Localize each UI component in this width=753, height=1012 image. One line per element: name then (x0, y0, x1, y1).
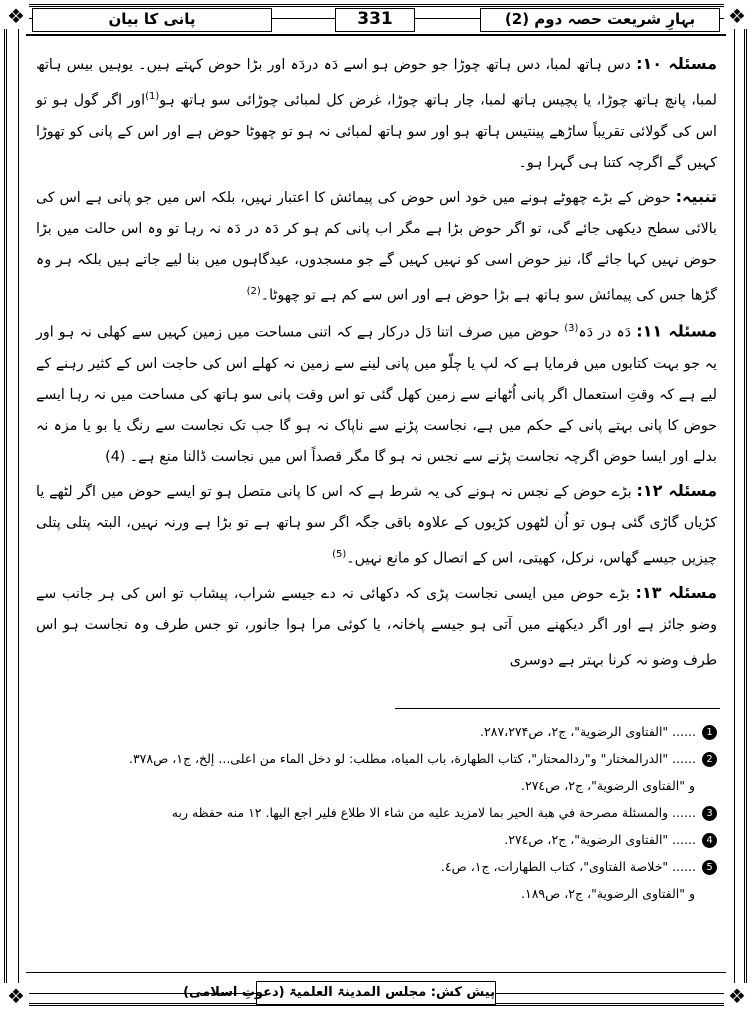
book-title: بہارِ شریعت حصہ دوم (2) (480, 8, 720, 32)
footnote (36, 853, 717, 880)
paragraph-text: اور اگر گول ہو تو اس کی گولائی تقریباً ساڑھے پینتیس ہاتھ ہو اور سو ہاتھ لمبائی نہ ہو تو چھوٹا حوض ہے اور اس کے پانی کو تھوڑا کہیں گے اگرچہ کتنا ہی گہرا ہو۔ (36, 92, 717, 171)
footnote-ref: (2) (246, 285, 261, 297)
paragraph-text: حوض کے بڑے چھوٹے ہونے میں خود اس حوض کی پیمائش کا اعتبار نہیں، بلکہ اس میں جو پانی ہے اس کی بالائی سطح دیکھی جائے گی، تو اگر حوض بڑا ہے مگر اب پانی کم ہو کر دَہ در دَہ نہ رہا تو وہ اس حالت میں بڑا حوض نہیں کہا جائے گا، نیز حوض اسی کو نہیں کہیں گے جو مسجدوں، عیدگاہوں میں بنا لیے جاتے ہیں بلکہ ہر وہ گڑھا جس کی پیمائش سو ہاتھ ہے بڑا حوض ہے اور اس سے کم ہے تو چھوٹا۔ (36, 189, 717, 304)
masala-label: مسئلہ ۱۳: (635, 582, 717, 602)
paragraph-text: حوض میں صرف اتنا دَل درکار ہے کہ اتنی مساحت میں زمین کہیں سے کھلی نہ ہو اور یہ جو بہت کتابوں میں فرمایا ہے کہ لپ یا چلّو میں پانی لینے سے زمین نہ کھلے اس کی حاجت اس کے کثیر رہنے کے لیے ہے کہ وقتِ استعمال اگر پانی اُٹھانے سے زمین کھل گئی تو اس وقت پانی سو ہاتھ کی مساحت میں نہ رہا ایسے حوض کا پانی بہتے پانی کے حکم میں ہے، نجاست پڑنے سے ناپاک نہ ہو گا جب تک نجاست سے رنگ یا بو یا مزہ نہ بدلے اور ایسا حوض اگرچہ نجاست پڑنے سے نجس نہ ہو گا مگر قصداً اس میں نجاست ڈالنا منع ہے۔ (4) (36, 325, 717, 466)
footnote-text: ...... "الدرالمختار" و"ردالمحتار"، كتاب الطهارة، باب المياه، مطلب: لو دخل الماء من اعلى... إلخ، ج۱، ص۳۷۸. (128, 751, 696, 766)
masala-label: تنبیہ: (675, 186, 718, 206)
corner-ornament-icon: ❖ (724, 983, 750, 1009)
masala-label: مسئلہ ۱۰: (636, 54, 718, 73)
corner-ornament-icon: ❖ (724, 3, 750, 29)
paragraph-text: بڑے حوض میں ایسی نجاست پڑی کہ دکھائی نہ دے جیسے شراب، پیشاب تو اس کی ہر جانب سے وضو جائز ہے اور اگر دیکھنے میں آتی ہو جیسے پاخانہ، یا کوئی مرا ہوا جانور، تو جس طرف وہ نجاست ہو اس طرف وضو نہ کرنا بہتر ہے دوسری (36, 585, 717, 669)
paragraph-text: بڑے حوض کے نجس نہ ہونے کی یہ شرط ہے کہ اس کا پانی متصل ہو تو ایسے حوض میں اگر لٹھے یا کڑیاں گاڑی گئی ہوں تو اُن لٹھوں کڑیوں کے علاوہ باقی جگہ اگر سو ہاتھ ہے تو بڑا ہے ورنہ نہیں، البتہ پتلی پتلی چیزیں جیسے گھاس، نرکل، کھیتی، اس کے اتصال کو مانع نہیں۔ (36, 484, 717, 567)
footnote (36, 799, 717, 826)
chapter-title: پانی کا بیان (32, 8, 272, 32)
footer-rule (26, 972, 726, 973)
footnote-text: ...... "الفتاوى الرضوية"، ج۲، ص۲۸۷،۲۷۴. (480, 724, 696, 739)
tanbih (36, 181, 717, 312)
page-number: 331 (335, 8, 415, 32)
footnote (36, 745, 717, 772)
footnote-continuation: و "الفتاوى الرضوية"، ج۲، ص۲۷٤. (521, 778, 695, 793)
masala-13 (36, 577, 717, 677)
main-text (36, 48, 717, 679)
footnote-number: 5 (702, 860, 717, 875)
masala-11 (36, 313, 717, 473)
paragraph-text: دس ہاتھ لمبا، دس ہاتھ چوڑا جو حوض ہو اسے دَہ دردَہ اور بڑا حوض کہتے ہیں۔ یوہیں بیس ہاتھ لمبا، پانچ ہاتھ چوڑا، یا پچیس ہاتھ لمبا، چار ہاتھ چوڑا، غرض کل لمبائی چوڑائی سو ہاتھ ہو (36, 57, 717, 109)
footnote-separator (395, 708, 720, 709)
publisher-label: پیش کش: مجلس المدینۃ العلمیۃ (دعوتِ اسلامی) (256, 981, 496, 1005)
paragraph-text: دَہ در دَہ (578, 325, 632, 342)
masala-10 (36, 48, 717, 179)
footnotes (36, 718, 717, 907)
footnote-ref: (3) (564, 323, 579, 335)
footnote-text: ...... "خلاصة الفتاوى"، كتاب الطهارات، ج۱، ص٤. (440, 859, 696, 874)
footnote-ref: (5) (332, 549, 347, 561)
footnote-ref: (1) (145, 91, 160, 102)
masala-label: مسئلہ ۱۱: (636, 322, 718, 342)
masala-12 (36, 475, 717, 575)
corner-ornament-icon: ❖ (3, 983, 29, 1009)
footnote (36, 718, 717, 745)
footnote-number: 1 (702, 725, 717, 740)
footnote (36, 826, 717, 853)
footnote-text: ...... "الفتاوى الرضوية"، ج۲، ص۲۷٤. (504, 832, 696, 847)
footnote-continuation: و "الفتاوى الرضوية"، ج۲، ص۱۸۹. (521, 886, 695, 901)
footnote-number: 2 (702, 752, 717, 767)
header-rule (26, 34, 726, 36)
footnote-text: ...... والمسئلة مصرحة في هبة الحير بما لامزيد عليه من شاء الا طلاع فلير اجع اليها. ۱۲ منه حفظه ربه (171, 805, 696, 820)
corner-ornament-icon: ❖ (3, 3, 29, 29)
footnote-number: 4 (702, 833, 717, 848)
footnote-number: 3 (702, 806, 717, 821)
masala-label: مسئلہ ۱۲: (636, 481, 717, 501)
